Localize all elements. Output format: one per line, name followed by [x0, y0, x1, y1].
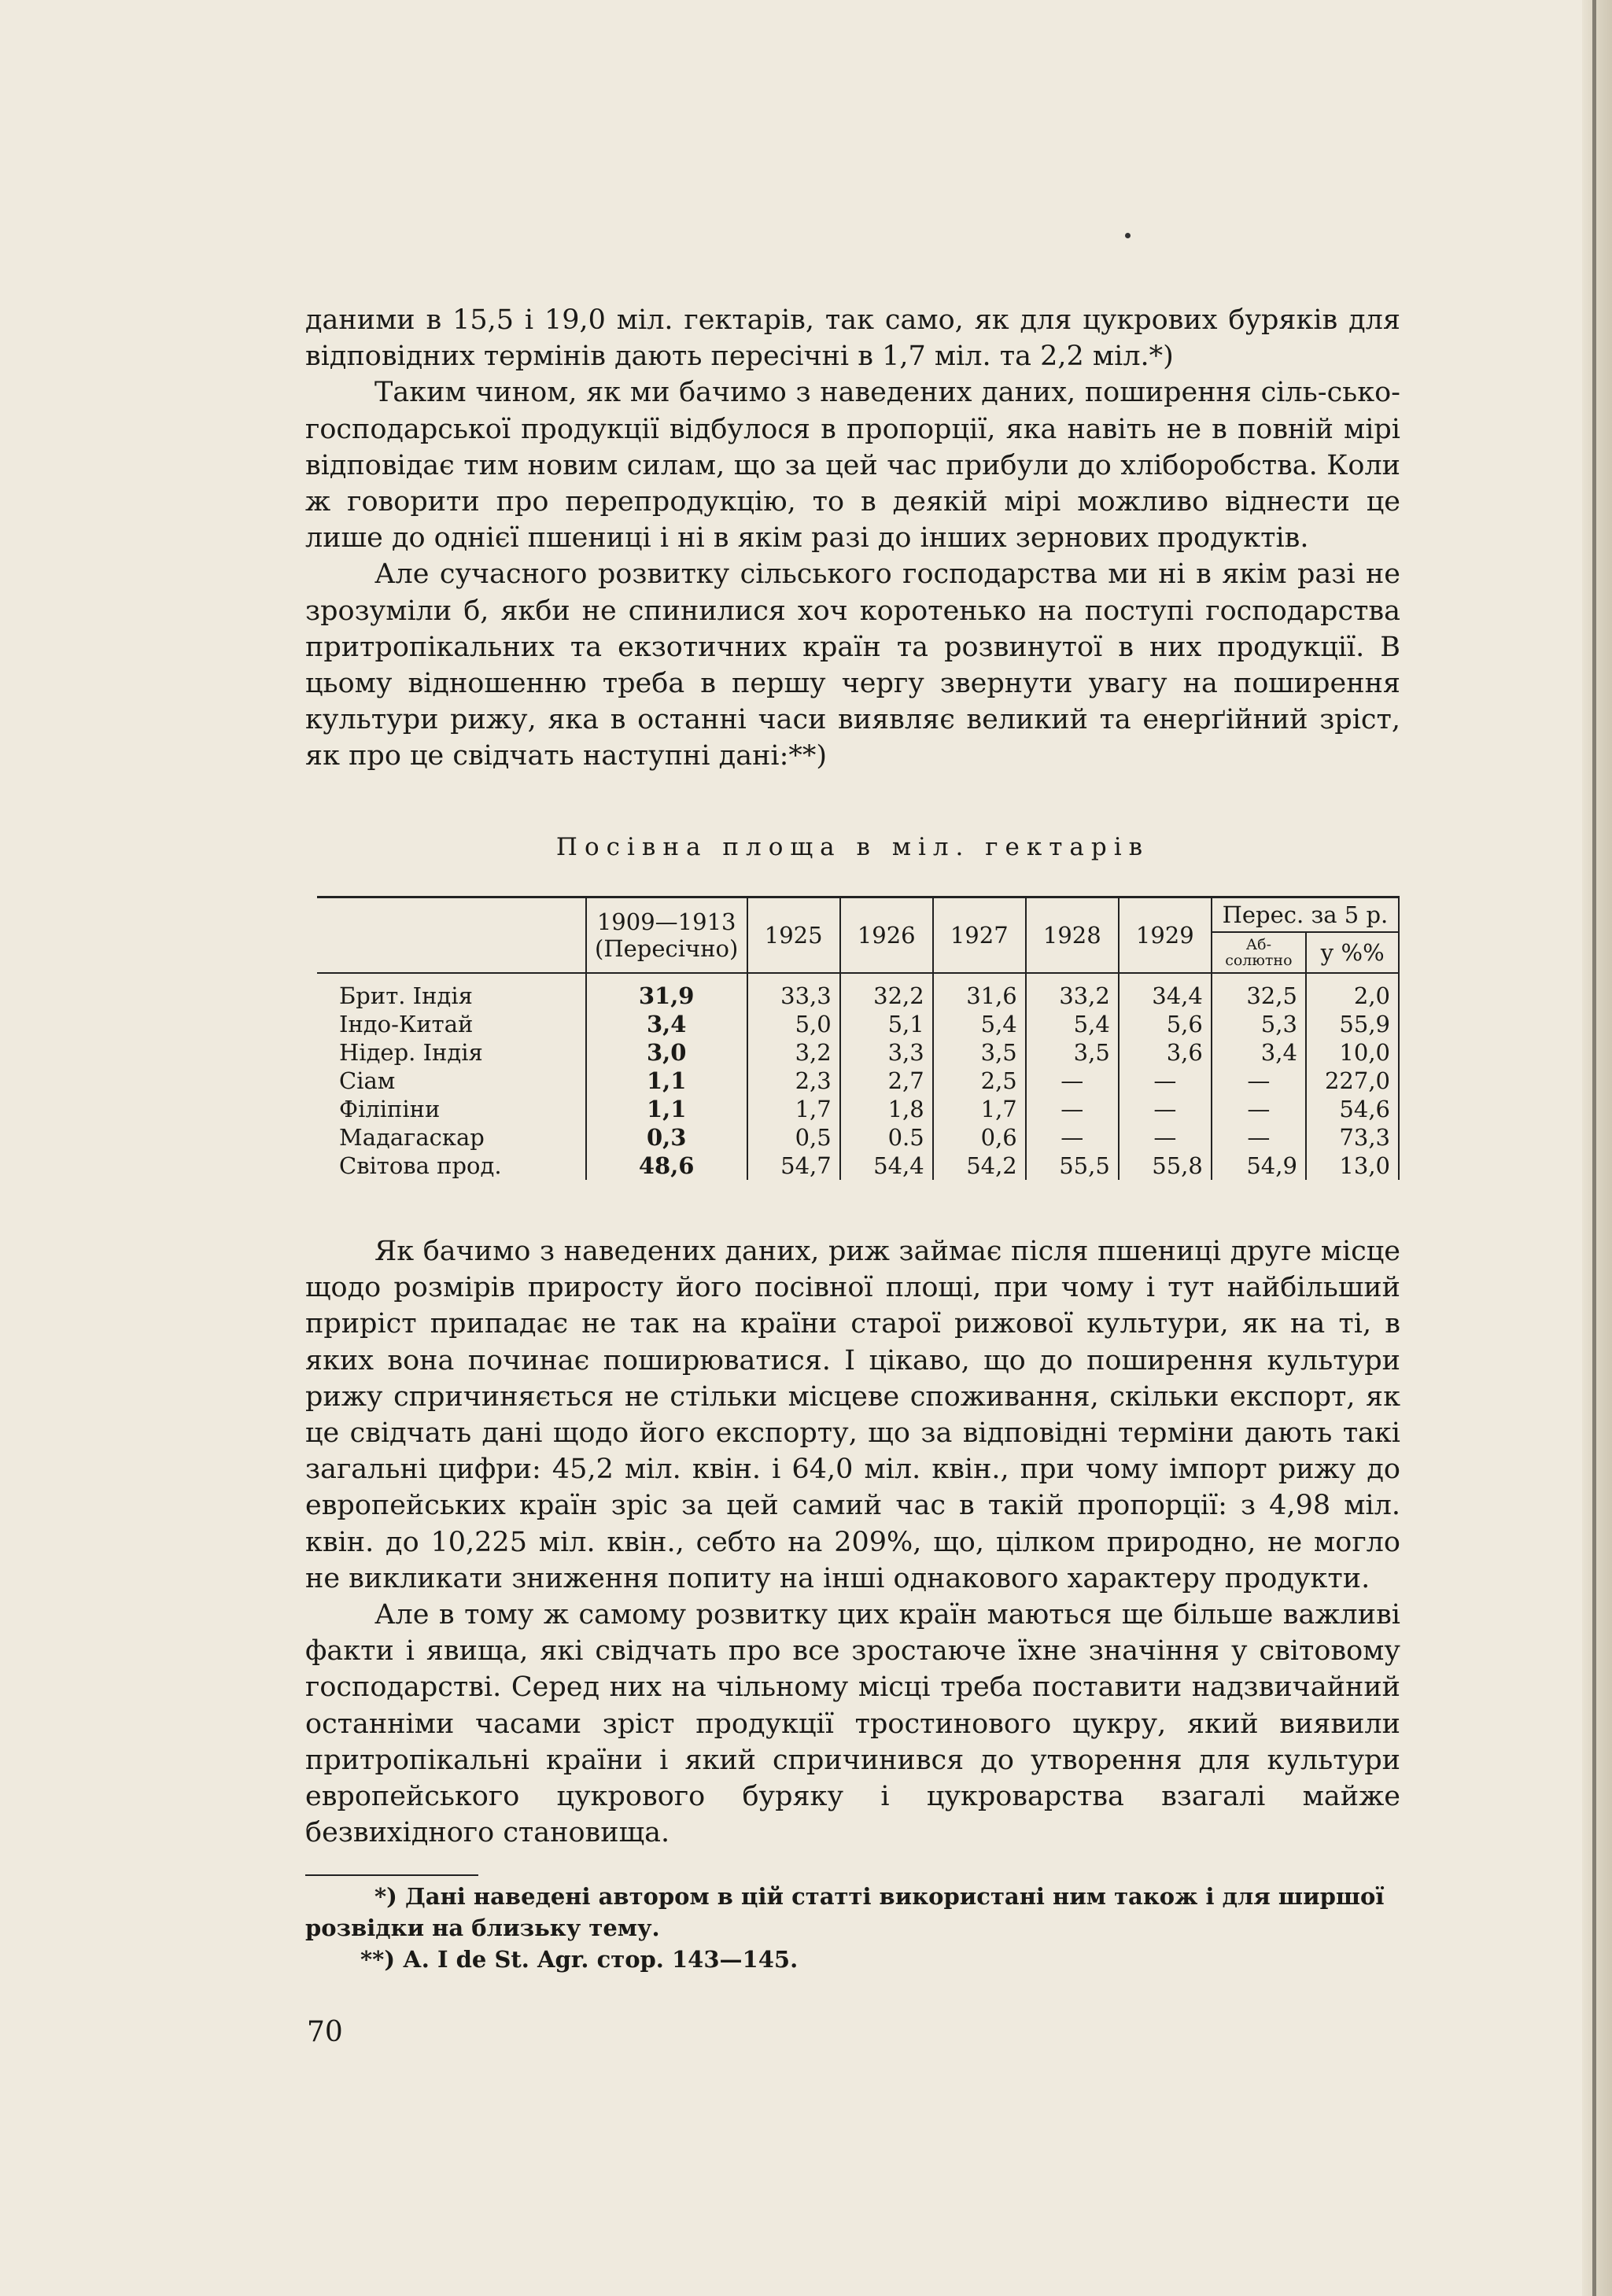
cell: 33,3: [747, 973, 840, 1010]
cell: 3,2: [747, 1038, 840, 1067]
table-row: [317, 1123, 1399, 1152]
cell: 54,6: [1306, 1095, 1399, 1123]
table-row: [317, 1010, 1399, 1038]
header-period: 1909—1913 (Пересічно): [586, 897, 747, 974]
cell: 0,3: [586, 1123, 747, 1152]
cell: —: [1026, 1123, 1119, 1152]
cell: 55,9: [1306, 1010, 1399, 1038]
cell: 5,0: [747, 1010, 840, 1038]
paragraph: Але сучасного розвитку сільського господарства ми ні в якім разі не зрозуміли б, якби не спинилися хоч коротенько на поступі господарства притропікальних та екзотичних країн та розвинутої в них продукції. В цьому відношенню треба в першу чергу звернути увагу на поширення культури рижу, яка в останні часи виявляє великий та енерґійний зріст, як про це свідчать наступні дані:**): [305, 558, 1400, 772]
body-text-bottom: [305, 1233, 1400, 1851]
row-name: Брит. Індія: [317, 973, 586, 1010]
cell: 54,9: [1212, 1152, 1306, 1180]
binding-shadow: [1592, 0, 1596, 2296]
row-name: Нідер. Індія: [317, 1038, 586, 1067]
footnote: *) Дані наведені автором в цій статті використані ним також і для ширшої розвідки на близьку тему.: [305, 1883, 1385, 1941]
header-percent: у %%: [1306, 932, 1399, 973]
cell: 5,4: [1026, 1010, 1119, 1038]
header-1927: 1927: [933, 897, 1026, 974]
paragraph: Таким чином, як ми бачимо з наведених даних, поширення сіль-сько-господарської продукції відбулося в пропорції, яка навіть не в повній мірі відповідає тим новим силам, що за цей час прибули до хліборобства. Коли ж говорити про перепродукцію, то в деякій мірі можливо віднести це лише до однієї пшениці і ні в якім разі до інших зернових продуктів.: [305, 377, 1400, 555]
header-blank: [317, 897, 586, 974]
cell: 33,2: [1026, 973, 1119, 1010]
cell: 54,2: [933, 1152, 1026, 1180]
cell: 3,6: [1119, 1038, 1212, 1067]
cell: 73,3: [1306, 1123, 1399, 1152]
cell: 1,1: [586, 1067, 747, 1095]
footnote: **) А. I de St. Agr. стор. 143—145.: [360, 1946, 799, 1973]
cell: 2,3: [747, 1067, 840, 1095]
cell: 31,6: [933, 973, 1026, 1010]
cell: 3,5: [1026, 1038, 1119, 1067]
cell: —: [1026, 1067, 1119, 1095]
header-1925: 1925: [747, 897, 840, 974]
cell: —: [1026, 1095, 1119, 1123]
table-row: [317, 1095, 1399, 1123]
cell: 3,3: [840, 1038, 933, 1067]
page-number: 70: [307, 2016, 343, 2048]
cell: 13,0: [1306, 1152, 1399, 1180]
cell: —: [1212, 1123, 1306, 1152]
cell: —: [1212, 1095, 1306, 1123]
table-row: [317, 1038, 1399, 1067]
cell: 32,5: [1212, 973, 1306, 1010]
cell: 32,2: [840, 973, 933, 1010]
paragraph: даними в 15,5 і 19,0 міл. гектарів, так само, як для цукрових буряків для відповідних термінів дають пересічні в 1,7 міл. та 2,2 міл.*): [305, 304, 1400, 373]
table-row: [317, 1067, 1399, 1095]
body-text-top: [305, 302, 1400, 775]
row-name: Мадагаскар: [317, 1123, 586, 1152]
header-1926: 1926: [840, 897, 933, 974]
cell: 2,5: [933, 1067, 1026, 1095]
cell: 5,1: [840, 1010, 933, 1038]
table-row: [317, 1152, 1399, 1180]
cell: —: [1119, 1123, 1212, 1152]
table-caption: Посівна площа в міл. гектарів: [555, 833, 1150, 861]
footnotes: [305, 1881, 1400, 1975]
footnote-rule: [305, 1874, 478, 1876]
cell: 5,4: [933, 1010, 1026, 1038]
cell: —: [1212, 1067, 1306, 1095]
cell: 0,6: [933, 1123, 1026, 1152]
row-name: Філіпіни: [317, 1095, 586, 1123]
cell: —: [1119, 1067, 1212, 1095]
cell: 2,7: [840, 1067, 933, 1095]
header-avg5: Перес. за 5 р.: [1212, 897, 1399, 933]
cell: 3,0: [586, 1038, 747, 1067]
cell: 54,4: [840, 1152, 933, 1180]
cell: 0.5: [840, 1123, 933, 1152]
cell: 5,6: [1119, 1010, 1212, 1038]
cell: 48,6: [586, 1152, 747, 1180]
cell: 5,3: [1212, 1010, 1306, 1038]
cell: 1,1: [586, 1095, 747, 1123]
cell: 3,5: [933, 1038, 1026, 1067]
cell: 3,4: [586, 1010, 747, 1038]
cell: 55,8: [1119, 1152, 1212, 1180]
cell: 31,9: [586, 973, 747, 1010]
header-1929: 1929: [1119, 897, 1212, 974]
cell: 55,5: [1026, 1152, 1119, 1180]
cell: 54,7: [747, 1152, 840, 1180]
paragraph: Як бачимо з наведених даних, риж займає після пшениці друге місце щодо розмірів приросту його посівної площі, при чому і тут найбільший приріст припадає не так на країни старої рижової культури, як на ті, в яких вона починає поширюватися. І цікаво, що до поширення культури рижу спричиняється не стільки місцеве споживання, скільки експорт, як це свідчать дані щодо його експорту, що за відповідні терміни дають такі загальні цифри: 45,2 міл. квін. і 64,0 міл. квін., при чому імпорт рижу до европейських країн зріс за цей самий час в такій пропорції: з 4,98 міл. квін. до 10,225 міл. квін., себто на 209%, що, цілком природно, не могло не викликати зниження попиту на інші однакового характеру продукти.: [305, 1236, 1400, 1594]
cell: 34,4: [1119, 973, 1212, 1010]
paragraph: Але в тому ж самому розвитку цих країн маються ще більше важливі факти і явища, які свідчать про все зростаюче їхне значіння у світовому господарстві. Серед них на чільному місці треба поставити надзвичайний останніми часами зріст продукції тростинового цукру, який виявили притропікальні країни і який спричинився до утворення для культури европейського цукрового буряку і цукроварства взагалі майже безвихідного становища.: [305, 1599, 1400, 1849]
cell: 3,4: [1212, 1038, 1306, 1067]
row-name: Індо-Китай: [317, 1010, 586, 1038]
table-row: [317, 973, 1399, 1010]
cell: 2,0: [1306, 973, 1399, 1010]
row-name: Сіам: [317, 1067, 586, 1095]
header-absolute: Аб-солютно: [1212, 932, 1306, 973]
page-edge: [1582, 0, 1612, 2296]
row-name: Світова прод.: [317, 1152, 586, 1180]
cell: 1,7: [747, 1095, 840, 1123]
cell: —: [1119, 1095, 1212, 1123]
cell: 1,8: [840, 1095, 933, 1123]
rice-area-table: [317, 896, 1400, 1180]
cell: 10,0: [1306, 1038, 1399, 1067]
ink-dot: [1125, 233, 1131, 238]
cell: 0,5: [747, 1123, 840, 1152]
cell: 227,0: [1306, 1067, 1399, 1095]
cell: 1,7: [933, 1095, 1026, 1123]
header-1928: 1928: [1026, 897, 1119, 974]
